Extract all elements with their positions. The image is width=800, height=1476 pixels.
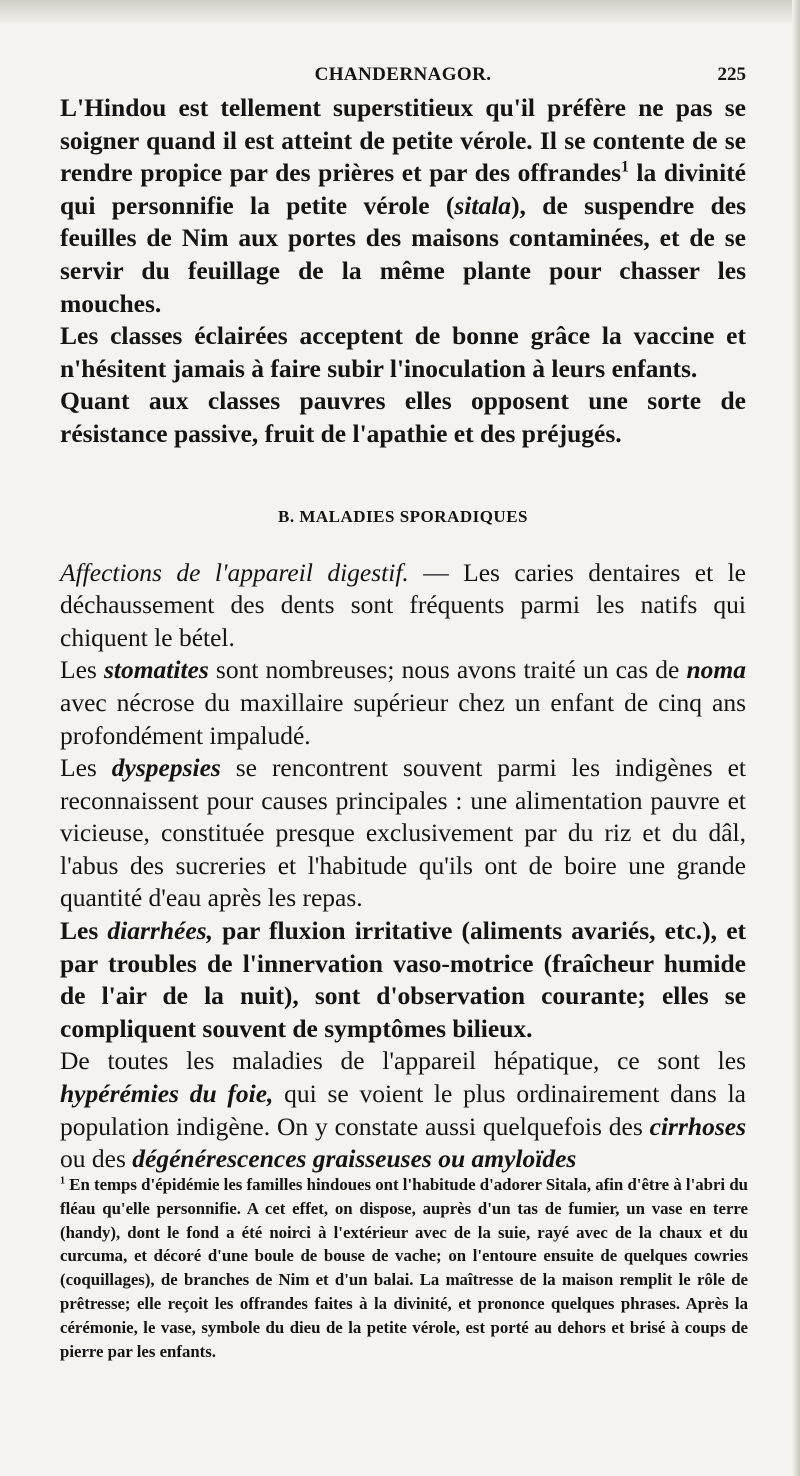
paragraph-hepatic bbox=[60, 1045, 746, 1175]
subsection-title: Affections de l'appareil digestif. bbox=[60, 557, 409, 587]
footnotes bbox=[60, 1173, 748, 1363]
paragraph-digestive bbox=[60, 557, 746, 655]
paragraph-smallpox bbox=[60, 92, 746, 320]
page-number: 225 bbox=[717, 64, 746, 85]
footnote-text: En temps d'épidémie les familles hindoues ont l'habitude d'adorer Sitala, afin d'être à l'abri du fléau qu'elle personnifie. A cet effet, on dispose, auprès d'un tas de fumier, un vase en terre (handy), dont le fond a été noirci à l'extérieur avec de la suie, rayé avec de la chaux et du curcuma, et décoré d'une boule de bouse de vache; on l'entoure ensuite de quelques cowries (coquillages), de branches de Nim et d'un balai. La maîtresse de la maison remplit le rôle de prêtresse; elle reçoit les offrandes faites à la divinité, et prononce quelques phrases. Après la cérémonie, le vase, symbole du dieu de la petite vérole, est porté au dehors et brisé à coups de pierre par les enfants. bbox=[60, 1175, 748, 1361]
term-degenerescences: dégénérescences graisseuses ou amyloïdes bbox=[132, 1144, 577, 1174]
page-header bbox=[60, 64, 746, 92]
paragraph-dyspepsies bbox=[60, 752, 746, 915]
term-sitala: sitala bbox=[454, 190, 512, 220]
paragraph-poor-classes bbox=[60, 385, 746, 450]
paragraph-text: par fluxion irritative (aliments avariés, etc.), et par troubles de l'innervation vaso-motrice (fraîcheur humide de l'air de la nuit), sont d'observation courante; elles se compliquent souvent de symptômes bilieux. bbox=[60, 916, 747, 1043]
paragraph-text: qui se voient le plus ordinairement dans la population indigène. On y constate aussi quelquefois des bbox=[60, 1079, 746, 1141]
page-right-shadow bbox=[792, 0, 800, 1476]
paragraph-text: — Les caries dentaires et le déchaussement des dents sont fréquents parmi les natifs qui chiquent le bétel. bbox=[60, 557, 746, 652]
term-diarrhees: diarrhées, bbox=[107, 916, 213, 946]
main-text bbox=[60, 92, 746, 1176]
footnote-marker: 1 bbox=[60, 1175, 66, 1187]
paragraph-text: ), de suspendre des feuilles de Nim aux portes des maisons contaminées, et de se servir du feuillage de la même plante pour chasser les mouches. bbox=[60, 190, 746, 318]
footnote-1 bbox=[60, 1173, 748, 1363]
paragraph-diarrhees bbox=[60, 915, 746, 1045]
paragraph-text: De toutes les maladies de l'appareil hépatique, ce sont les bbox=[60, 1046, 746, 1076]
paragraph-text: Les classes éclairées acceptent de bonne grâce la vaccine et n'hésitent jamais à faire subir l'inoculation à leurs enfants. bbox=[60, 321, 746, 383]
page-top-shadow bbox=[0, 0, 800, 22]
term-stomatites: stomatites bbox=[103, 655, 209, 685]
term-cirrhoses: cirrhoses bbox=[649, 1111, 746, 1141]
paragraph-text: Les bbox=[60, 753, 112, 783]
paragraph-vaccine bbox=[60, 320, 746, 385]
paragraph-text: la divinité qui personnifie la petite vérole ( bbox=[60, 158, 746, 220]
paragraph-text: se rencontrent souvent parmi les indigènes et reconnaissent pour causes principales : une alimentation pauvre et vicieuse, constituée presque exclusivement par du riz et du dâl, l'abus des sucreries et l'habitude qu'ils ont de boire une grande quantité d'eau après les repas. bbox=[60, 753, 746, 913]
paragraph-text: Quant aux classes pauvres elles opposent une sorte de résistance passive, fruit de l'apathie et des préjugés. bbox=[60, 386, 746, 448]
footnote-ref: 1 bbox=[621, 158, 629, 176]
term-hyperemies: hypérémies du foie, bbox=[60, 1079, 274, 1109]
paragraph-text: sont nombreuses; nous avons traité un cas de bbox=[208, 655, 687, 685]
running-title: CHANDERNAGOR. bbox=[314, 64, 492, 85]
paragraph-text: Les bbox=[60, 916, 108, 946]
paragraph-text: Les bbox=[60, 655, 104, 685]
paragraph-text: ou des bbox=[60, 1144, 133, 1174]
paragraph-text: L'Hindou est tellement superstitieux qu'il préfère ne pas se soigner quand il est atteint de petite vérole. Il se contente de se rendre propice par des prières et par des offrandes bbox=[60, 93, 746, 188]
paragraph-text: avec nécrose du maxillaire supérieur chez un enfant de cinq ans profondément impaludé. bbox=[60, 687, 746, 750]
term-dyspepsies: dyspepsies bbox=[111, 753, 221, 783]
paragraph-stomatites bbox=[60, 654, 746, 752]
section-heading: B. MALADIES SPORADIQUES bbox=[277, 506, 528, 526]
term-noma: noma bbox=[686, 655, 747, 685]
